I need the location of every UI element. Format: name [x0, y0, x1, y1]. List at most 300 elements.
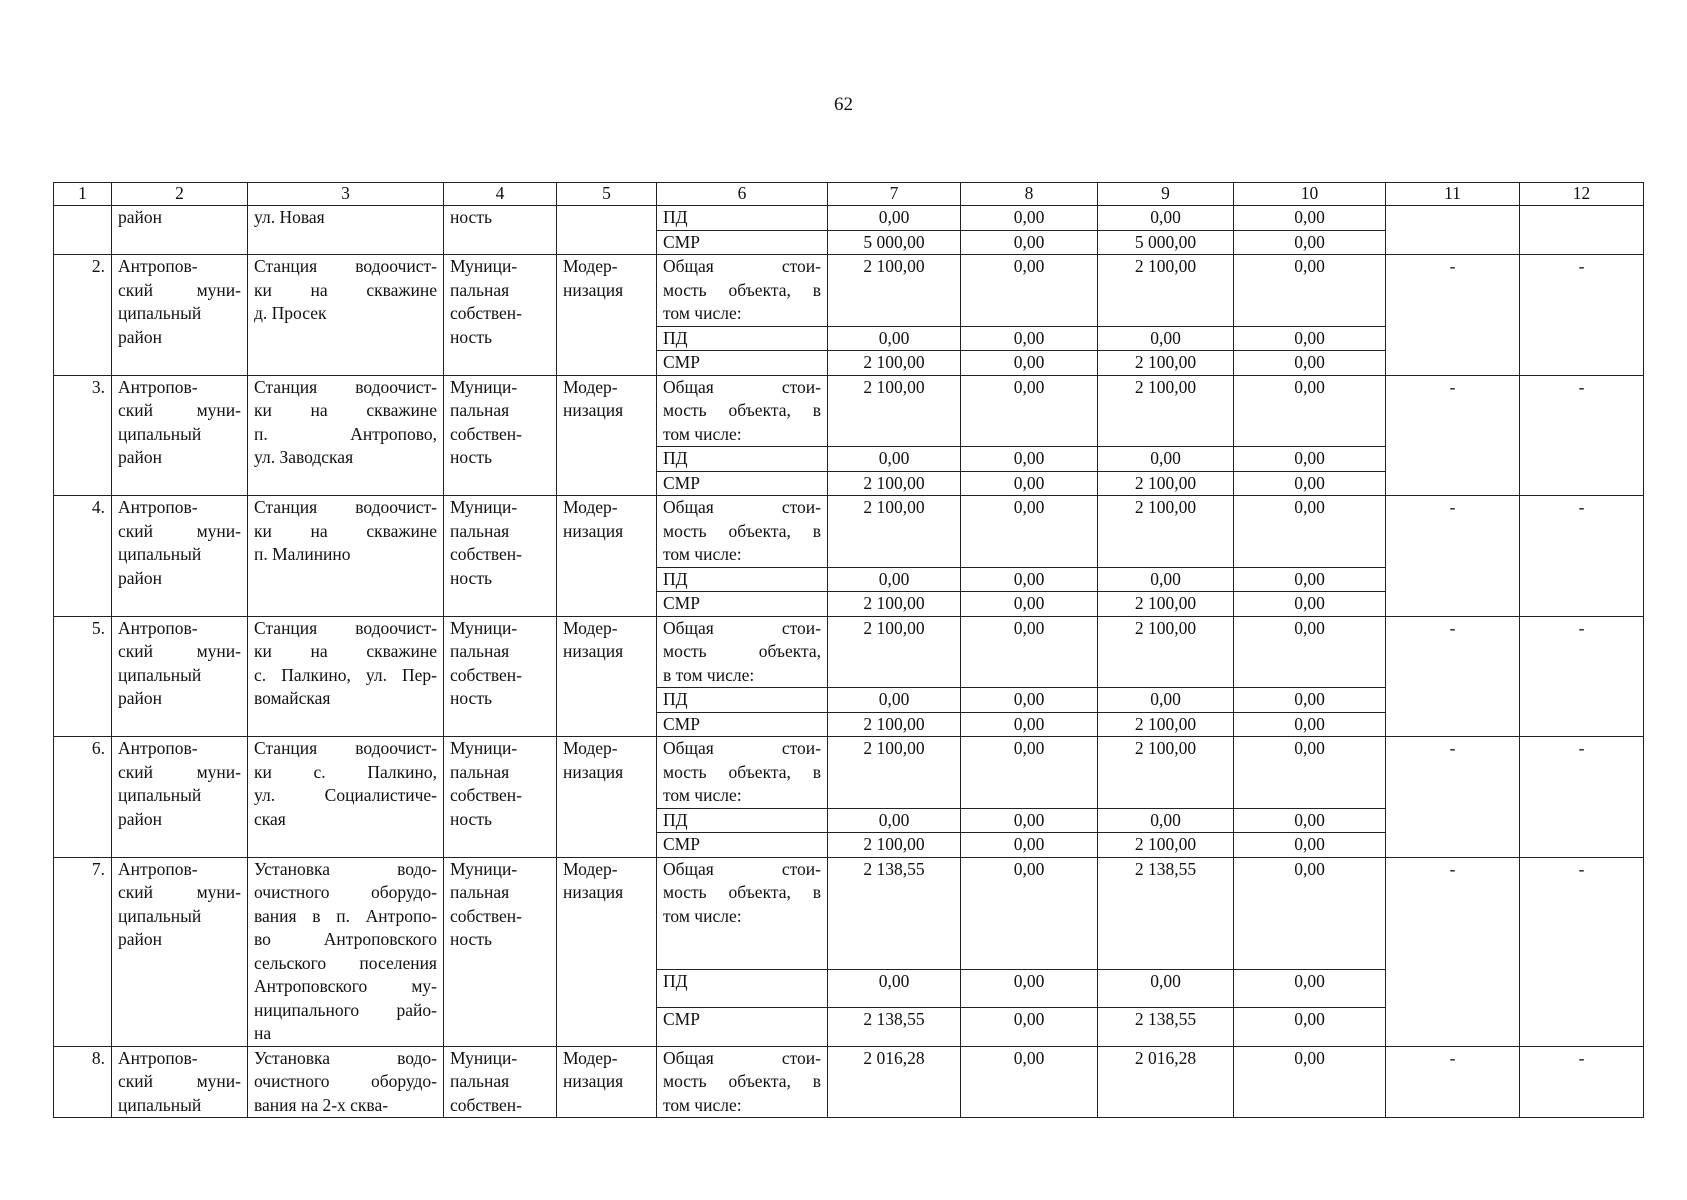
object-cell-line: Антроповского му- [254, 976, 437, 996]
object-cell-line: с. Палкино, ул. Пер- [254, 664, 437, 685]
value-col-9: 0,00 [1098, 567, 1234, 592]
owner-cell [444, 616, 557, 737]
value-col-7: 2 100,00 [828, 737, 961, 809]
header-col-3: 3 [248, 183, 444, 206]
object-cell-line: ки на скважине [254, 279, 437, 300]
value-col-10: 0,00 [1234, 969, 1386, 1007]
region-cell [112, 255, 248, 376]
type-cell [557, 206, 657, 255]
investment-table [53, 182, 1644, 1118]
cost-label-total [657, 255, 828, 327]
cost-label-total-line: мость объекта, в [663, 1071, 821, 1091]
table-row [54, 496, 1644, 568]
value-col-10: 0,00 [1234, 1046, 1386, 1118]
table-row [54, 616, 1644, 688]
table-row [54, 1046, 1644, 1118]
owner-cell-line: собствен- [450, 664, 522, 685]
value-col-7: 2 100,00 [828, 712, 961, 737]
cost-label-total-line: Общая стои- [663, 497, 821, 517]
value-col-8: 0,00 [961, 688, 1098, 713]
object-cell-line: Станция водоочист- [254, 617, 437, 638]
type-cell-line: низация [563, 400, 624, 420]
value-col-10: 0,00 [1234, 688, 1386, 713]
cost-label-total-line: Общая стои- [663, 256, 821, 276]
value-col-8: 0,00 [961, 471, 1098, 496]
row-number: 5. [54, 616, 112, 737]
object-cell [248, 1046, 444, 1118]
owner-cell-line: собствен- [450, 303, 522, 323]
row-number: 4. [54, 496, 112, 617]
owner-cell-line: Муници- [450, 497, 518, 517]
type-cell-line: Модер- [563, 858, 618, 879]
value-col-9: 2 100,00 [1098, 592, 1234, 617]
type-cell-line: Модер- [563, 617, 618, 638]
value-col-12: - [1520, 496, 1644, 617]
value-col-7: 0,00 [828, 206, 961, 231]
page-number: 62 [834, 94, 853, 115]
cost-label: СМР [657, 230, 828, 255]
value-col-10: 0,00 [1234, 712, 1386, 737]
value-col-7: 2 016,28 [828, 1046, 961, 1118]
value-col-8: 0,00 [961, 592, 1098, 617]
value-col-7: 2 100,00 [828, 471, 961, 496]
value-col-7: 0,00 [828, 969, 961, 1007]
cost-label: СМР [657, 471, 828, 496]
value-col-7: 2 100,00 [828, 351, 961, 376]
region-cell-line: ципальный [118, 1094, 202, 1115]
region-cell [112, 1046, 248, 1118]
region-cell-line: район [118, 447, 162, 467]
cost-label-total [657, 737, 828, 809]
cost-label-total-line: Общая стои- [663, 738, 821, 758]
type-cell [557, 375, 657, 496]
object-cell-line: Станция водоочист- [254, 497, 437, 517]
value-col-8: 0,00 [961, 1046, 1098, 1118]
cost-label: СМР [657, 712, 828, 737]
row-number: 2. [54, 255, 112, 376]
value-col-11: - [1386, 496, 1520, 617]
owner-cell [444, 857, 557, 1046]
owner-cell-line: Муници- [450, 376, 518, 397]
owner-cell-line: пальная [450, 1071, 510, 1091]
object-cell [248, 496, 444, 617]
value-col-11: - [1386, 857, 1520, 1046]
cost-label: СМР [657, 833, 828, 858]
owner-cell-line: ность [450, 808, 492, 829]
value-col-8: 0,00 [961, 808, 1098, 833]
table-row [54, 206, 1644, 231]
value-col-12: - [1520, 1046, 1644, 1118]
type-cell-line: Модер- [563, 1047, 618, 1068]
value-col-9: 2 100,00 [1098, 833, 1234, 858]
value-col-12: - [1520, 255, 1644, 376]
owner-cell-line: собствен- [450, 785, 522, 805]
object-cell-line: п. Малинино [254, 544, 351, 564]
value-col-9: 2 138,55 [1098, 857, 1234, 969]
value-col-9: 2 100,00 [1098, 351, 1234, 376]
value-col-12: - [1520, 737, 1644, 858]
owner-cell-line: Муници- [450, 738, 518, 758]
region-cell-line: район [118, 567, 162, 588]
value-col-7: 2 138,55 [828, 857, 961, 969]
region-cell-line: район [118, 326, 162, 347]
type-cell-line: Модер- [563, 738, 618, 758]
object-cell-line: очистного оборудо- [254, 1071, 437, 1091]
cost-label: ПД [657, 969, 828, 1007]
value-col-7: 2 100,00 [828, 833, 961, 858]
value-col-10: 0,00 [1234, 567, 1386, 592]
header-col-11: 11 [1386, 183, 1520, 206]
object-cell [248, 255, 444, 376]
owner-cell-line: ность [450, 567, 492, 588]
value-col-10: 0,00 [1234, 471, 1386, 496]
table-row [54, 255, 1644, 327]
owner-cell-line: пальная [450, 882, 510, 902]
value-col-10: 0,00 [1234, 206, 1386, 231]
value-col-12: - [1520, 616, 1644, 737]
owner-cell-line: собствен- [450, 1094, 522, 1115]
row-number: 7. [54, 857, 112, 1046]
value-col-7: 0,00 [828, 688, 961, 713]
value-col-9: 2 100,00 [1098, 255, 1234, 327]
cost-label-total-line: Общая стои- [663, 376, 821, 397]
region-cell-line: Антропов- [118, 1047, 198, 1068]
object-cell-line: Станция водоочист- [254, 376, 437, 397]
value-col-7: 2 100,00 [828, 255, 961, 327]
value-col-11 [1386, 206, 1520, 255]
type-cell-line: низация [563, 520, 624, 541]
region-cell-line: ский муни- [118, 520, 241, 541]
value-col-12 [1520, 206, 1644, 255]
value-col-9: 0,00 [1098, 808, 1234, 833]
value-col-8: 0,00 [961, 1008, 1098, 1046]
region-cell-line: ципальный [118, 303, 202, 323]
object-cell-line: на [254, 1023, 272, 1043]
value-col-9: 2 138,55 [1098, 1008, 1234, 1046]
type-cell [557, 1046, 657, 1118]
object-cell-line: Станция водоочист- [254, 738, 437, 758]
cost-label: ПД [657, 808, 828, 833]
value-col-12: - [1520, 857, 1644, 1046]
value-col-8: 0,00 [961, 351, 1098, 376]
cost-label-total [657, 496, 828, 568]
value-col-7: 0,00 [828, 326, 961, 351]
value-col-8: 0,00 [961, 255, 1098, 327]
type-cell-line: низация [563, 882, 624, 902]
value-col-10: 0,00 [1234, 1008, 1386, 1046]
value-col-11: - [1386, 375, 1520, 496]
type-cell [557, 857, 657, 1046]
owner-cell-line: Муници- [450, 617, 518, 638]
cost-label: ПД [657, 206, 828, 231]
value-col-7: 2 100,00 [828, 592, 961, 617]
header-col-12: 12 [1520, 183, 1644, 206]
type-cell [557, 616, 657, 737]
object-cell-line: ул. Социалистиче- [254, 785, 437, 805]
type-cell-line: низация [563, 1071, 624, 1091]
owner-cell-line: собствен- [450, 423, 522, 444]
cost-label-total-line: Общая стои- [663, 1047, 821, 1068]
region-cell-line: район [118, 688, 162, 708]
owner-cell-line: пальная [450, 761, 510, 782]
type-cell [557, 496, 657, 617]
value-col-9: 2 100,00 [1098, 496, 1234, 568]
type-cell [557, 255, 657, 376]
header-col-6: 6 [657, 183, 828, 206]
owner-cell-line: Муници- [450, 1047, 518, 1068]
type-cell-line: Модер- [563, 376, 618, 397]
cost-label-total-line: Общая стои- [663, 858, 821, 879]
value-col-10: 0,00 [1234, 255, 1386, 327]
type-cell-line: низация [563, 279, 624, 300]
owner-cell [444, 375, 557, 496]
header-col-4: 4 [444, 183, 557, 206]
owner-cell-line: собствен- [450, 905, 522, 926]
value-col-10: 0,00 [1234, 616, 1386, 688]
cost-label-total-line: том числе: [663, 423, 742, 444]
region-cell-line: ципальный [118, 905, 202, 926]
owner-cell-line: пальная [450, 641, 510, 661]
type-cell-line: Модер- [563, 256, 618, 276]
value-col-7: 0,00 [828, 447, 961, 472]
value-col-10: 0,00 [1234, 857, 1386, 969]
value-col-9: 2 100,00 [1098, 712, 1234, 737]
region-cell-line: ский муни- [118, 400, 241, 420]
header-col-5: 5 [557, 183, 657, 206]
cost-label-total-line: Общая стои- [663, 617, 821, 638]
region-cell-line: Антропов- [118, 497, 198, 517]
value-col-9: 5 000,00 [1098, 230, 1234, 255]
object-cell-line: ская [254, 808, 286, 829]
cost-label-total-line: мость объекта, в [663, 400, 821, 420]
value-col-8: 0,00 [961, 496, 1098, 568]
value-col-11: - [1386, 616, 1520, 737]
value-col-8: 0,00 [961, 206, 1098, 231]
object-cell-line: ки на скважине [254, 641, 437, 661]
owner-cell: ность [444, 206, 557, 255]
value-col-10: 0,00 [1234, 496, 1386, 568]
header-col-8: 8 [961, 183, 1098, 206]
region-cell-line: ципальный [118, 423, 202, 444]
cost-label-total-line: в том числе: [663, 664, 755, 685]
owner-cell-line: пальная [450, 279, 510, 300]
value-col-9: 2 100,00 [1098, 375, 1234, 447]
owner-cell-line: ность [450, 929, 492, 949]
region-cell-line: ципальный [118, 664, 202, 685]
owner-cell-line: пальная [450, 400, 510, 420]
value-col-12: - [1520, 375, 1644, 496]
region-cell [112, 616, 248, 737]
owner-cell [444, 255, 557, 376]
object-cell-line: вомайская [254, 688, 331, 708]
type-cell-line: низация [563, 761, 624, 782]
object-cell-line: сельского поселения [254, 952, 437, 973]
value-col-7: 5 000,00 [828, 230, 961, 255]
value-col-9: 0,00 [1098, 447, 1234, 472]
value-col-8: 0,00 [961, 447, 1098, 472]
object-cell: ул. Новая [248, 206, 444, 255]
region-cell-line: Антропов- [118, 617, 198, 638]
object-cell-line: п. Антропово, [254, 423, 437, 444]
header-col-1: 1 [54, 183, 112, 206]
cost-label-total-line: мость объекта, в [663, 520, 821, 541]
cost-label: СМР [657, 1008, 828, 1046]
value-col-8: 0,00 [961, 833, 1098, 858]
cost-label-total [657, 375, 828, 447]
region-cell [112, 496, 248, 617]
region-cell [112, 737, 248, 858]
value-col-11: - [1386, 1046, 1520, 1118]
value-col-10: 0,00 [1234, 375, 1386, 447]
region-cell-line: район [118, 929, 162, 949]
value-col-9: 0,00 [1098, 969, 1234, 1007]
value-col-8: 0,00 [961, 230, 1098, 255]
object-cell-line: во Антроповского [254, 929, 437, 949]
region-cell-line: ский муни- [118, 641, 241, 661]
value-col-8: 0,00 [961, 737, 1098, 809]
object-cell [248, 857, 444, 1046]
cost-label-total [657, 616, 828, 688]
cost-label-total-line: том числе: [663, 905, 742, 926]
header-col-2: 2 [112, 183, 248, 206]
region-cell-line: ский муни- [118, 761, 241, 782]
object-cell-line: д. Просек [254, 303, 327, 323]
header-row [54, 183, 1644, 206]
value-col-7: 2 138,55 [828, 1008, 961, 1046]
value-col-9: 2 100,00 [1098, 471, 1234, 496]
value-col-8: 0,00 [961, 969, 1098, 1007]
value-col-9: 2 100,00 [1098, 616, 1234, 688]
owner-cell-line: пальная [450, 520, 510, 541]
value-col-10: 0,00 [1234, 737, 1386, 809]
cost-label-total-line: том числе: [663, 1094, 742, 1115]
cost-label-total-line: мость объекта, в [663, 761, 821, 782]
cost-label: ПД [657, 567, 828, 592]
value-col-10: 0,00 [1234, 592, 1386, 617]
row-number: 6. [54, 737, 112, 858]
value-col-8: 0,00 [961, 567, 1098, 592]
cost-label-total-line: том числе: [663, 303, 742, 323]
table-row [54, 737, 1644, 809]
value-col-9: 0,00 [1098, 206, 1234, 231]
owner-cell-line: Муници- [450, 858, 518, 879]
value-col-8: 0,00 [961, 857, 1098, 969]
row-number: 8. [54, 1046, 112, 1118]
value-col-9: 2 016,28 [1098, 1046, 1234, 1118]
owner-cell [444, 496, 557, 617]
owner-cell-line: Муници- [450, 256, 518, 276]
header-col-7: 7 [828, 183, 961, 206]
value-col-9: 0,00 [1098, 688, 1234, 713]
cost-label: СМР [657, 351, 828, 376]
type-cell-line: низация [563, 641, 624, 661]
value-col-10: 0,00 [1234, 326, 1386, 351]
type-cell [557, 737, 657, 858]
value-col-10: 0,00 [1234, 833, 1386, 858]
region-cell-line: район [118, 808, 162, 829]
cost-label-total-line: том числе: [663, 544, 742, 564]
cost-label-total [657, 857, 828, 969]
value-col-7: 0,00 [828, 567, 961, 592]
region-cell-line: ский муни- [118, 882, 241, 902]
cost-label: ПД [657, 688, 828, 713]
header-col-9: 9 [1098, 183, 1234, 206]
cost-label: ПД [657, 447, 828, 472]
owner-cell-line: ность [450, 447, 492, 467]
row-number: 3. [54, 375, 112, 496]
owner-cell [444, 1046, 557, 1118]
value-col-8: 0,00 [961, 375, 1098, 447]
owner-cell [444, 737, 557, 858]
value-col-11: - [1386, 255, 1520, 376]
value-col-7: 2 100,00 [828, 496, 961, 568]
num-cell [54, 206, 112, 255]
value-col-10: 0,00 [1234, 230, 1386, 255]
value-col-9: 0,00 [1098, 326, 1234, 351]
region-cell-line: ский муни- [118, 279, 241, 300]
object-cell-line: ки на скважине [254, 400, 437, 420]
cost-label-total-line: мость объекта, [663, 641, 821, 661]
object-cell-line: вания на 2-х сква- [254, 1094, 389, 1115]
value-col-7: 2 100,00 [828, 375, 961, 447]
value-col-10: 0,00 [1234, 351, 1386, 376]
region-cell-line: ципальный [118, 544, 202, 564]
region-cell-line: Антропов- [118, 256, 198, 276]
object-cell-line: ки с. Палкино, [254, 761, 437, 782]
object-cell [248, 737, 444, 858]
cost-label-total-line: том числе: [663, 785, 742, 805]
value-col-9: 2 100,00 [1098, 737, 1234, 809]
owner-cell-line: ность [450, 688, 492, 708]
object-cell-line: Станция водоочист- [254, 256, 437, 276]
object-cell [248, 616, 444, 737]
object-cell-line: ки на скважине [254, 520, 437, 541]
cost-label: ПД [657, 326, 828, 351]
value-col-8: 0,00 [961, 616, 1098, 688]
table-row [54, 857, 1644, 969]
object-cell-line: вания в п. Антропо- [254, 905, 437, 926]
object-cell-line: Установка водо- [254, 1047, 437, 1068]
object-cell-line: Установка водо- [254, 858, 437, 879]
cost-label-total [657, 1046, 828, 1118]
cost-label-total-line: мость объекта, в [663, 882, 821, 902]
value-col-10: 0,00 [1234, 808, 1386, 833]
region-cell-line: Антропов- [118, 858, 198, 879]
object-cell-line: ниципального райо- [254, 999, 437, 1020]
region-cell [112, 375, 248, 496]
value-col-8: 0,00 [961, 326, 1098, 351]
object-cell-line: ул. Заводская [254, 447, 354, 467]
value-col-7: 2 100,00 [828, 616, 961, 688]
region-cell-line: Антропов- [118, 376, 198, 397]
cost-label-total-line: мость объекта, в [663, 279, 821, 300]
value-col-11: - [1386, 737, 1520, 858]
value-col-7: 0,00 [828, 808, 961, 833]
header-col-10: 10 [1234, 183, 1386, 206]
table-row [54, 375, 1644, 447]
object-cell [248, 375, 444, 496]
cost-label: СМР [657, 592, 828, 617]
region-cell-line: ский муни- [118, 1071, 241, 1091]
type-cell-line: Модер- [563, 497, 618, 517]
owner-cell-line: ность [450, 326, 492, 347]
owner-cell-line: собствен- [450, 544, 522, 564]
object-cell-line: очистного оборудо- [254, 882, 437, 902]
region-cell-line: ципальный [118, 785, 202, 805]
region-cell [112, 857, 248, 1046]
value-col-10: 0,00 [1234, 447, 1386, 472]
value-col-8: 0,00 [961, 712, 1098, 737]
